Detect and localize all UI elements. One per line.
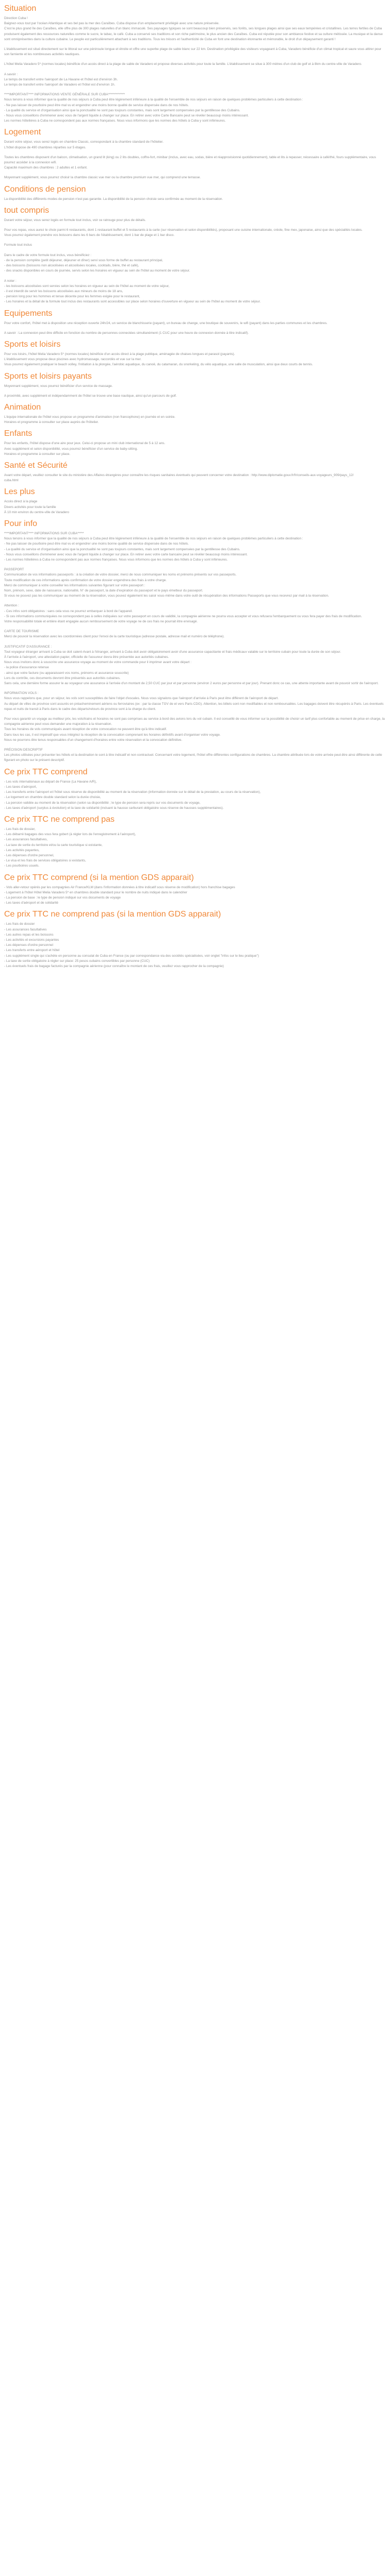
paragraph-line: - Les dépenses d'ordre personnel [4,943,54,947]
paragraph-line: - pension long pour les hommes et tenue décente pour les femmes exigée pour le restaurant, [4,295,140,299]
paragraph-line: PASSEPORT [4,568,24,572]
paragraph-line: Communication de vos informations passeports : à la création de votre dossier, merci de nous communiquer les noms et prénoms présents sur vos passeports. [4,573,237,577]
paragraph-line: Baignez-vous tout par l'océan Atlantique et ses bel pas la mer des Caraïbes. Cuba dispose d'un emplacement privilégié avec une nature préservée. [4,22,220,26]
paragraph-line: - La qualité du service et d'organisation ainsi que la ponctualité ne sont pas toujours constantes, mais sont largement compensées par la gentillesse des Cubains. [4,108,240,112]
paragraph-line: Avec supplément et selon disponibilité, vous pourrez bénéficier d'un service de baby-sitting. [4,447,138,451]
paragraph-line: - ainsi que votre facture (ou apparaissent vos noms, prénoms et assurance souscrite) [4,671,129,675]
paragraph-line: - la police d'assurance retenue [4,666,49,670]
paragraph-line: - les boissons alcoolisées sont servies selon les horaires en vigueur au sein de l'hôtel au moment de votre séjour, [4,284,170,288]
paragraph-line: À l'arrivée à l'aéroport, une attestation papier, officielle de l'assureur devra être présentée aux autorités cubaines. [4,655,169,659]
paragraph-line: - Les taxes d'aéroport, [4,785,37,789]
paragraph-line: INFORMATION VOLS : [4,691,39,696]
section-heading: Animation [4,402,41,412]
paragraph-line: - Les transferts entre aéroport et hôtel [4,948,60,953]
paragraph-line: - des boissons (boissons non alcoolisées et alcoolisées locales, cocktails, bière, thé et café), [4,264,139,268]
paragraph-line: Tous les horaires de vols communiqués avant réception de votre convocation ne peuvent être qu'à titre indicatif. [4,727,167,732]
paragraph-line: La disponibilité des différents modes de pension n'est pas garantie. La disponibilité de la pension choisie sera confirmée au moment de la réservation. [4,197,223,201]
paragraph-line: Pour vos repas, vous aurez le choix parmi 6 restaurants, dont 1 restaurant buffet et 5 restaurants à la carte (sur réservation et selon disponibilités), proposant une cuisine internationale, créole, fine mex, japonaise, ainsi que des spécialités locales. [4,228,363,232]
paragraph-line: - Les débarré bagages des vous fera gobert (à régler lors de l'enregistrement à l'aéroport), [4,833,136,837]
paragraph-line: A savoir : [4,72,18,76]
paragraph-line: Formule tout inclus [4,243,32,247]
paragraph-line: Sans cela, une dernière forme assurer le au voyageur une assurance à l'arrivée d'un montant de 2,50 CUC par jour et par personne (environ 2 euros par personne et par jour). Prenant donc ce cas, une attente importante avant de pouvoir sortir de l'aéroport. [4,682,379,686]
paragraph-line: - Les taxes d'aéroport (surplus à évolution) et la taxe de solidarité (incluant la hausse carburant obligatoire sous réserve de hausses supplémentaires). [4,806,224,810]
paragraph-line: Dans le cadre de votre formule tout inclus, vous bénéficiez : [4,253,92,257]
paragraph-line: Lors du contrôle, ces documents devront être présentés aux autorités cubaines. [4,676,121,680]
section-heading: Santé et Sécurité [4,461,68,470]
paragraph-line: - Ne pas laisser de pourboire peut être mal vu et engendrer une moins bonne qualité de service dispensée dans de nos hôtels. [4,103,189,107]
paragraph-line: - il est interdit de servir les boissons alcoolisées aux mineurs de moins de 18 ans, [4,289,123,293]
section-heading: tout compris [4,206,50,215]
paragraph-line: Nous tenons à vous informer que la qualité de nos séjours à Cuba peut être légèrement inférieure à la qualité de l'ensemble de nos séjours en raison de quelques problèmes particuliers à cette destination : [4,537,303,541]
paragraph-line: - Les activités payantes, [4,848,40,852]
paragraph-line: Le temps de transfert entre l'aéroport de Varadero et l'hôtel est d'environ 1h. [4,83,116,87]
section-heading: Sports et loisirs payants [4,371,92,381]
section-heading: Ce prix TTC ne comprend pas (si la mention GDS apparait) [4,910,221,919]
paragraph-line: Dans tous les cas, il est impératif que vous intégriez la réception de la convocation comprenant les horaires définitifs avant d'organiser votre voyage. [4,733,221,737]
paragraph-line: Durant votre séjour, vous serez logés en formule tout inclus, voir ce ratrouge pour plus de détails. [4,218,146,222]
paragraph-line: - Les frais de dossier, [4,827,36,831]
paragraph-line: - Les supplément single qui s'achète en personne au consulat de Cuba en France (ou par correspondance via des sociétés spécialisées, voir onglet "infos sur le lieu pratique") [4,954,259,958]
paragraph-line: Pour vous garantir un voyage au meilleur prix, les vols/trains et horaires ne sont pas comprises au service à bord des avions lors du vol cubain. Il est conseillé de vous informer sur la possibilité de choisir un tarif plus confortable au moment de prise en charge, la compagnie aérienne peut vous demander une majoration à la réservation. [4,717,385,726]
paragraph-line: - de la pension complète (petit déjeuner, déjeuner et dîner) servi sous forme de buffet au restaurant principal, [4,258,163,262]
paragraph-line: Vous pourrez également prendre vos boissons dans les 6 bars de l'établissement, dont 1 bar de plage et 1 bar disco. [4,233,175,238]
paragraph-line: Nous vous invitons donc à souscrire une assurance voyage au moment de votre commande pour il imprimer avant votre départ : [4,660,192,665]
section-heading: Enfants [4,429,32,438]
paragraph-line: - Les pourboires usuels. [4,864,40,868]
paragraph-line: PRÉCISION DESCRIPTIF [4,748,43,752]
paragraph-line: Pour les enfants, l'hôtel dispose d'une aire pour jeux. Celui-ci propose un mini club international de 5 à 12 ans. [4,442,166,446]
paragraph-line: - Nous vous conseillons d'emmener avec vous de l'argent liquide à changer sur place. En retirer avec votre Carte Bancaire peut se révéler beaucoup moins intéressant. [4,114,249,118]
paragraph-line: Horaires et programme à consulter sur place. [4,452,71,456]
paragraph-line: Nous tenons à vous informer que la qualité de nos séjours à Cuba peut être légèrement inférieure à la qualité de l'ensemble de nos séjours en raison de quelques problèmes particuliers à cette destination : [4,98,303,102]
paragraph-line: - Le visa et les frais de services obligatoires si existants, [4,859,86,863]
paragraph-line: Capacité maximum des chambres : 2 adultes et 1 enfant. [4,166,88,170]
paragraph-line: JUSTIFICATIF D'ASSURANCE : [4,645,52,649]
paragraph-line: - La pension de base : le type de pension indiqué sur vos documents de voyage [4,895,121,900]
paragraph-line: - Nous vous conseillons d'emmener avec vous de l'argent liquide à changer sur place. En retirer avec votre carte bancaire peut se révéler beaucoup moins intéressant. [4,552,248,556]
paragraph-line: Les normes hôtelières à Cuba ne correspondent pas aux normes françaises. Nous vous informons que les normes des hôtels à Cuba y sont inférieures. [4,119,226,123]
paragraph-line: - La qualité du service et d'organisation ainsi que la ponctualité ne sont pas toujours constantes, mais sont largement compensées par la gentillesse des Cubains. [4,547,240,551]
paragraph-line: L'établissement vous propose deux piscines avec hydromassage, raccordés et vue sur la mer. [4,358,142,362]
paragraph-line: A noter : [4,279,17,283]
paragraph-line: A savoir : La connexion peut être difficile en fonction du nombre de personnes connectées simultanément (1 CUC pour une heure de connexion donnée à titre indicatif). [4,331,249,335]
section-heading: Equipements [4,309,53,318]
paragraph-line: - Les taxes d'aéroport et de solidarité [4,901,58,905]
paragraph-line: Merci de pouvoir la réservation avec les coordonnées client pour l'envoi de la carte touristique (adresse postale, adresse mail et numéro de téléphone). [4,635,225,639]
paragraph-line: L'équipe internationale de l'hôtel vous propose un programme d'animation (non francophone) en journée et en soirée. [4,415,175,419]
paragraph-line: Direction Cuba ! [4,16,28,20]
section-heading: Ce prix TTC comprend [4,767,88,776]
paragraph-line: - Les dépenses d'ordre personnel, [4,853,54,857]
hotel-description-document [0,0,391,969]
paragraph-line: Nous vous rappelons que, pour un séjour, les vols sont susceptibles de faire l'objet d'escales. Nous vous signalons que l'aéroport d'arrivée à Paris peut être différent de l'aéroport de départ. [4,697,279,701]
paragraph-line: Si vous ne pouvez pas les communiquer au moment de la réservation, vous pouvez également les saisir vous-même dans votre outil de récupération des informations Passeports que vous recevrez par mail à la réservation. [4,594,329,598]
section-heading: Sports et loisirs [4,340,61,349]
paragraph-line: Moyennant supplément, vous pourrez bénéficier d'un service de massage. [4,384,113,388]
paragraph-line: - La taxe de sortie du territoire et/ou la carte touristique si existante, [4,843,103,847]
paragraph-line: L'hôtel Melia Varadero 5* (normes locales) bénéficie d'un accès direct à la plage de sable de Varadero et propose diverses activités pour toute la famille. L'établissement se situe à 300 mètres d'un club de golf et à 8km du centre-ville de Varadero. [4,62,362,66]
paragraph-line: - Les activités et excursions payantes [4,938,59,942]
paragraph-line: - Les assurances facultatives [4,927,47,931]
section-heading: Pour info [4,519,38,528]
paragraph-line: - Le logement en chambre double standard selon la durée choisie, [4,795,101,800]
paragraph-line: ****IMPORTANT**** INFORMATIONS SUR CUBA***** [4,531,84,535]
paragraph-line: - Les transferts entre l'aéroport et l'hôtel sous réserve de disponibilité au moment de la réservation (information donnée sur le détail de la prestation, au cours de la réservation), [4,790,261,794]
paragraph-line: Divers activités pour toute la famille [4,505,56,509]
paragraph-line: Merci de communiquer à votre conseiller les informations suivantes figurant sur votre passeport : [4,583,145,587]
paragraph-line: Pour vos loisirs, l'hôtel Melia Varadero 5* (normes locales) bénéficie d'un accès direct à la plage publique, aménagée de chaises longues et parasol (payants). [4,352,235,356]
paragraph-line: A proximité, avec supplément et indépendamment de l'hôtel se trouve une base nautique, ainsi qu'un parcours de golf. [4,394,177,398]
paragraph-line: - Ces infos sont obligatoires : sans cela vous ne pourrez embarquer à bord de l'appareil. [4,609,133,613]
paragraph-line: - Les éventuels frais de bagage facturés par la compagnie aérienne (pour connaître le montant de ces frais, veuillez vous rapprocher de la compagnie) [4,964,224,968]
paragraph-line: Vous pourrez également pratiquer le beach volley, l'initiation à la plongée, l'aérobic aquatique, du canoë, du catamaran, du snorkeling, du vélo aquatique, une salle de musculation, ainsi que deux courts de tennis. [4,363,313,367]
paragraph-line: Accès direct à la plage [4,500,38,504]
paragraph-line: cuba.html [4,479,19,483]
paragraph-line: Tout voyageur étranger arrivant à Cuba se doit calent-rivant à l'étranger, arrivant à Cuba doit avoir obligatoirement avoir d'une assurance capacitante et frais médicaux valable sur le territoire cubain pour toute la durée de son séjour. [4,650,341,654]
paragraph-line: - La taxe de sortie obligatoire à régler sur place: 25 pesos cubains convertibles par personne (CUC) [4,959,150,963]
paragraph-line: Attention : [4,604,19,608]
section-heading: Ce prix TTC ne comprend pas [4,815,115,824]
paragraph-line: - Ne pas laisser de pourboire peut être mal vu et engendrer une moins bonne qualité de service dispensée dans de nos hôtels. [4,542,189,546]
paragraph-line: Les photos utilisées pour présenter les hôtels et la destination le sont à titre indicatif et non contractuel. Concernant votre logement, l'hôtel offre différentes configurations de chambres. La chambre attribuée lors de votre arrivée peut-être ainsi différente de celle figurant en photo sur le présent descriptif. [4,753,382,762]
paragraph-line: - Les autres repas et les boissons [4,933,54,937]
paragraph-line: Le temps de transfert entre l'aéroport de La Havane et l'hôtel est d'environ 3h. [4,77,118,81]
paragraph-line: - Les assurances facultatives, [4,838,48,842]
paragraph-line: - Vols aller-retour opérés par les compagnies Air France/KLM (dans l'information données à titre indicatif sous réserve de modification) hors franchise bagages [4,885,235,889]
paragraph-line: Nom, prénom, sexe, date de naissance, nationalité, N° de passeport, la date d'expiration du passeport et le pays émetteur du passeport. [4,589,203,592]
section-heading: Ce prix TTC comprend (si la mention GDS apparait) [4,873,194,882]
section-heading: Logement [4,128,41,137]
section-heading: Situation [4,4,37,13]
paragraph-line: L'hôtel dispose de 490 chambres réparties sur 5 étages. [4,145,86,149]
paragraph-line: - des snacks disponibles en cours de journée, servis selon les horaires en vigueur au sein de l'hôtel au moment de votre séjour. [4,269,190,273]
paragraph-line: L'établissement est situé directement sur le littoral sur une péninsule longue et étroite et offre une superbe plage de sable blanc sur 22 km. Destination privilégiée des visiteurs voyageant à Cuba, Varadero bénéficie d'un climat tropical et saure vous attirer pour son farniente et les nombreuses activités nautiques. [4,47,382,57]
paragraph-line: - Si ces informations communiquées ne correspondent pas à celles indiquées sur votre passeport en cours de validité, la compagnie aérienne ne pourra vous accepter et vous refusera l'embarquement ou vous fera payer des frais de modification. [4,614,362,618]
paragraph-line: CARTE DE TOURISME [4,630,39,634]
paragraph-line: Toutes les chambres disposent d'un balcon, climatisation, un grand lit (king) ou 2 lits doubles, coffre-fort, minibar (inclus, avec eau, sodas, bière et réapprovisionné quotidiennement), table et lits à repasser, nécessaire à café/thé, fours supplémentaire, vous pourrez accéder à la connexion wifi. [4,155,376,165]
paragraph-line: Pour votre confort, l'hôtel met à disposition une réception ouverte 24h/24, un service de blanchisserie (payant), un bureau de change, une boutique de souvenirs, le wifi (payant) dans les parties communes et les chambres. [4,321,328,325]
paragraph-line: - Les frais de dossier [4,922,35,926]
paragraph-line: Horaires et programme à consulter sur place auprès de l'hôtelier. [4,420,99,425]
paragraph-line: Nous ne pourrons être tenus responsables d'un changement d'horaires entre votre réservation et la convocation définitive. [4,738,183,742]
paragraph-line: Avant votre départ, veuillez consulter le site du ministère des Affaires étrangères pour connaître les risques sanitaires éventuels qui peuvent concerner votre destination : http://www.diplomatie.gouv.fr/fr/conseils-aux-voyageurs_909/pays_12/ [4,473,354,477]
paragraph-line: À 10 min environ du centre-ville de Varadero [4,510,69,514]
paragraph-line: C'est le plus grand île des Caraïbes, elle offre plus de 300 plages naturelles d'un blanc immaculé. Ses paysages typiques se sont beaucoup bien préservés, ses forêts, ses longues plages ainsi que ses eaux tempérées et cristallines. Les terres fertiles de Cuba produisent également des ressources naturelles comme le sucre, le tabac, le café. Cuba a conservé ses traditions et son riche patrimoine, le plus ancien des Caraïbes. Cuba est réputée pour son ambiance festive et sa culture métissée. La musique et la danse sont omniprésentes dans la culture cubaine. Le peuple est particulièrement attachant à ses traditions. Tous les trésors et l'authenticité de Cuba en font une destination étonnante et mémorable, le droit d'un dépaysement garanti ! [4,27,383,41]
paragraph-line: - Logement à l'hôtel Hôtel Melia Varadero 5* en chambres double standard pour le nombre de nuits indiqué dans le calendrier [4,890,187,894]
paragraph-line: - Les vols internationaux au départ de France (La Havane A/R), [4,779,97,784]
paragraph-line: Durant votre séjour, vous serez logés en chambre Classic, correspondant à la chambre standard de l'hôtelier. [4,140,164,144]
paragraph-line: - Les normes hôtelières à Cuba ne correspondent pas aux normes françaises. Nous vous informons que les normes des hôtels à Cuba y sont inférieures. [4,557,228,562]
paragraph-line: Moyennant supplément, vous pourrez choisir la chambre classic vue mer ou la chambre premium vue mer, qui comprend une terrasse. [4,176,201,180]
paragraph-line: - Les horaires et la détail de la formule tout inclus des restaurants sont accessibles sur place selon horaires d'ouverture en vigueur au sein de l'hôtel au moment de votre séjour. [4,300,261,304]
paragraph-line: Au départ de villes de province sont assurés en préacheminement aériens ou ferroviaires (ex : par la classe TGV de et vers Paris CDG). Attention, les billets sont non modifiables et non remboursables. Les bagages doivent être récupérés à Paris. Les éventuels repas et nuits de transit à Paris dans le cadre des départs/retours de province sont à la charge du client. [4,702,384,711]
section-heading: Les plus [4,487,35,497]
paragraph-line: Votre responsabilité totale et entière étant engagée aucun remboursement de votre voyage ne de ces frais ne pourrait être envisagé. [4,620,198,624]
paragraph-line: Toute modification de ces informations après confirmation de votre dossier engendrera des frais à votre charge. [4,578,167,582]
paragraph-line: ****IMPORTANT**** INFORMATIONS VENTE GÉNÉRALE SUR CUBA************* [4,93,125,97]
paragraph-line: - La pension validée au moment de la réservation (selon sa disponibilité ; le type de pension sera repris sur vos documents de voyage, [4,801,201,805]
section-heading: Conditions de pension [4,184,86,194]
